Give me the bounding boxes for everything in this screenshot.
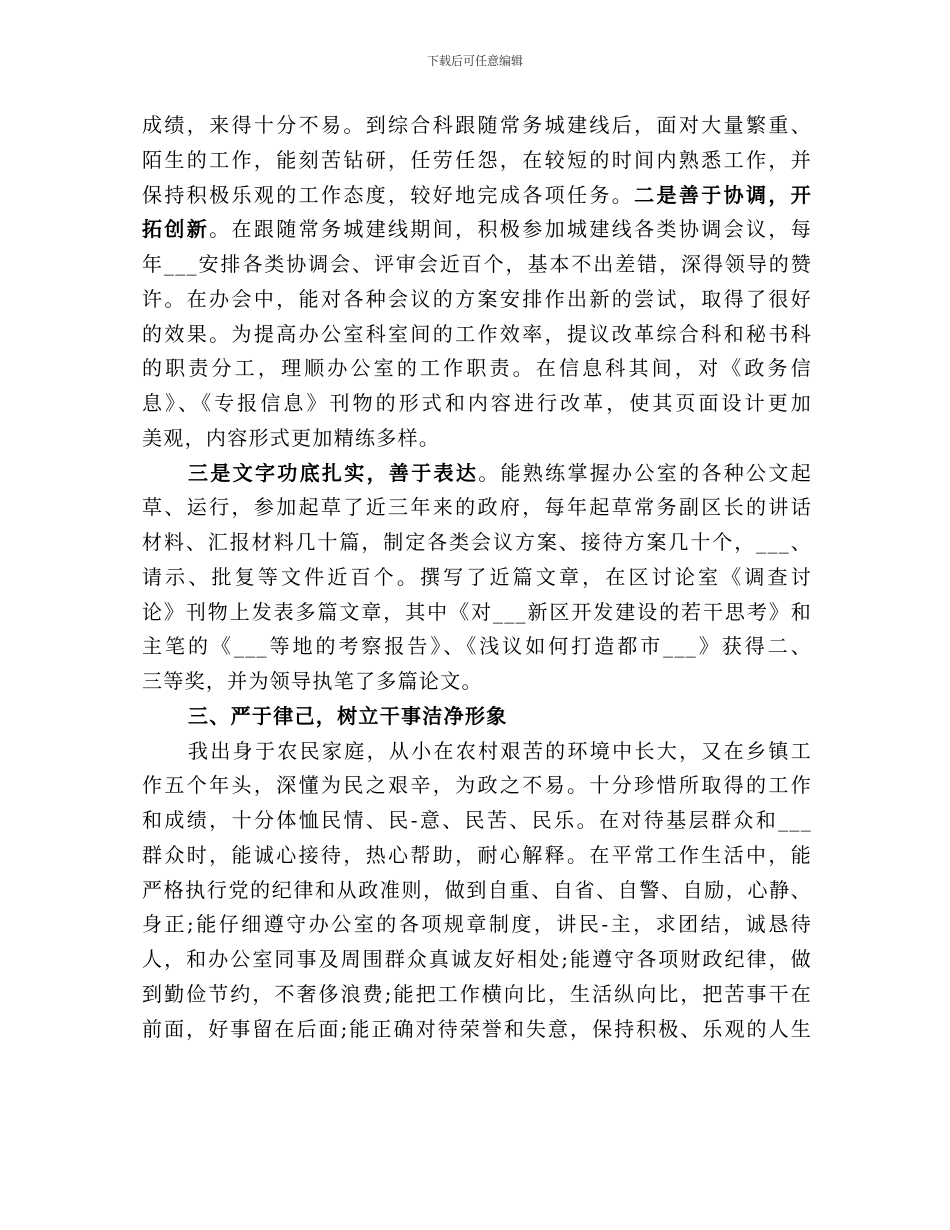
text-run: 。能熟练掌握办公室的各种公文起 [478,460,812,485]
text-run: 主笔的《___等地的考察报告》、《浅议如何打造都市___》获得二、 [142,634,812,659]
text-line [142,1012,812,1047]
text-run: 三等奖，并为领导执笔了多篇论文。 [142,669,483,693]
text-line [142,942,812,977]
text-run: 我出身于农民家庭，从小在农村艰苦的环境中长大，又在乡镇工 [188,738,812,763]
text-line [142,664,812,699]
text-line [142,456,812,491]
text-run: 的效果。为提高办公室科室间的工作效率，提议改革综合科和秘书科 [142,321,812,346]
text-line [142,873,812,908]
document-body [142,108,812,1046]
text-run: 的职责分工，理顺办公室的工作职责。在信息科其间，对《政务信 [142,356,812,381]
text-line [142,977,812,1012]
text-line [142,351,812,386]
text-line [142,247,812,282]
text-run: 陌生的工作，能刻苦钻研，任劳任怨，在较短的时间内熟悉工作，并 [142,147,812,172]
bold-text-run: 三、严于律己，树立干事洁净形象 [188,703,508,728]
text-line [142,421,812,456]
bold-text-run: 拓创新 [142,217,210,242]
bold-text-run: 三是文字功底扎实，善于表达 [188,460,479,485]
text-line [142,803,812,838]
text-run: 成绩，来得十分不易。到综合科跟随常务城建线后，面对大量繁重、 [142,113,812,137]
text-run: 论》刊物上发表多篇文章，其中《对___新区开发建设的若干思考》和 [142,599,812,624]
text-line [142,386,812,421]
text-line [142,212,812,247]
text-line [142,143,812,178]
text-run: 草、运行，参加起草了近三年来的政府，每年起草常务副区长的讲话 [142,495,812,520]
text-run: 年___安排各类协调会、评审会近百个，基本不出差错，深得领导的赞 [142,252,812,276]
text-line [142,595,812,630]
text-run: 前面，好事留在后面;能正确对待荣誉和失意，保持积极、乐观的人生 [142,1016,812,1041]
text-line [142,282,812,317]
text-line [142,629,812,664]
text-run: 和成绩，十分体恤民情、民-意、民苦、民乐。在对待基层群众和___ [142,808,812,832]
text-run: 美观，内容形式更加精练多样。 [142,425,441,450]
text-run: 身正;能仔细遵守办公室的各项规章制度，讲民-主，求团结，诚恳待 [142,912,812,937]
text-run: 保持积极乐观的工作态度，较好地完成各项任务。 [142,182,635,207]
bold-text-run: 二是善于协调，开 [634,182,812,207]
text-line [142,317,812,352]
text-line [142,178,812,213]
text-run: 息》、《专报信息》刊物的形式和内容进行改革，使其页面设计更加 [142,391,812,415]
text-line [142,768,812,803]
text-run: 到勤俭节约，不奢侈浪费;能把工作横向比，生活纵向比，把苦事干在 [142,981,812,1006]
text-line [142,525,812,560]
text-line [142,838,812,873]
text-line [142,699,812,734]
text-run: 群众时，能诚心接待，热心帮助，耐心解释。在平常工作生活中，能 [142,842,812,867]
text-line [142,108,812,143]
page-header: 下载后可任意编辑 [426,54,523,68]
text-line [142,560,812,595]
text-run: 作五个年头，深懂为民之艰辛，为政之不易。十分珍惜所取得的工作 [142,773,812,798]
text-run: 材料、汇报材料几十篇，制定各类会议方案、接待方案几十个，___、 [142,530,812,554]
text-line [142,907,812,942]
text-run: 许。在办会中，能对各种会议的方案安排作出新的尝试，取得了很好 [142,286,812,311]
text-run: 。在跟随常务城建线期间，积极参加城建线各类协调会议，每 [209,217,812,242]
text-line [142,734,812,769]
text-run: 人，和办公室同事及周围群众真诚友好相处;能遵守各项财政纪律，做 [142,947,812,971]
text-run: 请示、批复等文件近百个。撰写了近篇文章，在区讨论室《调查讨 [142,564,812,589]
text-run: 严格执行党的纪律和从政准则，做到自重、自省、自警、自励，心静、 [142,877,812,902]
text-line [142,490,812,525]
